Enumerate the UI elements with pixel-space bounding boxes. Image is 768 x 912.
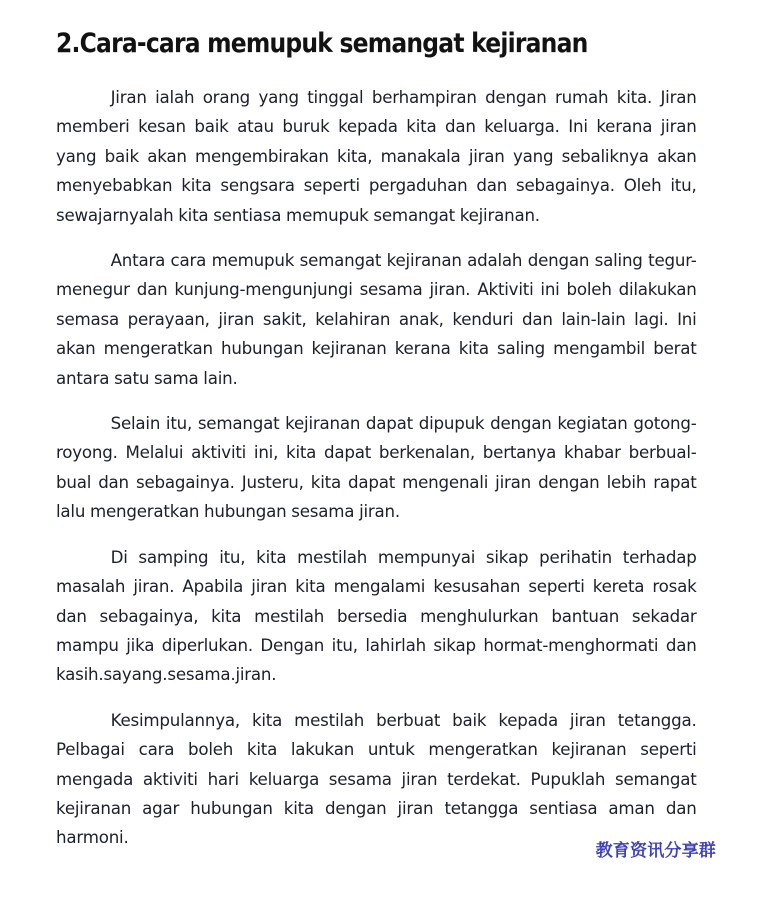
page-title: 2.Cara-cara memupuk semangat kejiranan [56, 28, 588, 59]
paragraph-3: Selain itu, semangat kejiranan dapat dipupuk dengan kegiatan gotong-royong. Melalui aktiviti ini, kita dapat berkenalan, bertanya khabar berbual-bual dan sebagainya. Justeru, kita dapat mengenali jiran dengan lebih rapat lalu mengeratkan hubungan sesama jiran. [56, 414, 697, 523]
document-body [56, 84, 713, 854]
paragraph-2: Antara cara memupuk semangat kejiranan adalah dengan saling tegur-menegur dan kunjung-mengunjungi sesama jiran. Aktiviti ini boleh dilakukan semasa perayaan, jiran sakit, kelahiran anak, kenduri dan lain-lain lagi. Ini akan mengeratkan hubungan kejiranan kerana kita saling mengambil berat antara satu sama lain. [56, 251, 697, 389]
paragraph-1: Jiran ialah orang yang tinggal berhampiran dengan rumah kita. Jiran memberi kesan baik atau buruk kepada kita dan keluarga. Ini kerana jiran yang baik akan mengembirakan kita, manakala jiran yang sebaliknya akan menyebabkan kita sengsara seperti pergaduhan dan sebagainya. Oleh itu, sewajarnyalah kita sentiasa memupuk semangat kejiranan. [56, 88, 697, 226]
paragraph-4: Di samping itu, kita mestilah mempunyai sikap perihatin terhadap masalah jiran. Apabila jiran kita mengalami kesusahan seperti kereta rosak dan sebagainya, kita mestilah bersedia menghulurkan bantuan sekadar mampu jika diperlukan. Dengan itu, lahirlah sikap hormat-menghormati dan kasih.sayang.sesama.jiran. [56, 547, 697, 686]
watermark-text: 教育资讯分享群 [595, 841, 716, 861]
paragraph-5: Kesimpulannya, kita mestilah berbuat baik kepada jiran tetangga. Pelbagai cara boleh kita lakukan untuk mengeratkan kejiranan seperti mengada aktiviti hari keluarga sesama jiran terdekat. Pupuklah semangat kejiranan agar hubungan kita dengan jiran tetangga sentiasa aman dan harmoni. [56, 710, 697, 849]
